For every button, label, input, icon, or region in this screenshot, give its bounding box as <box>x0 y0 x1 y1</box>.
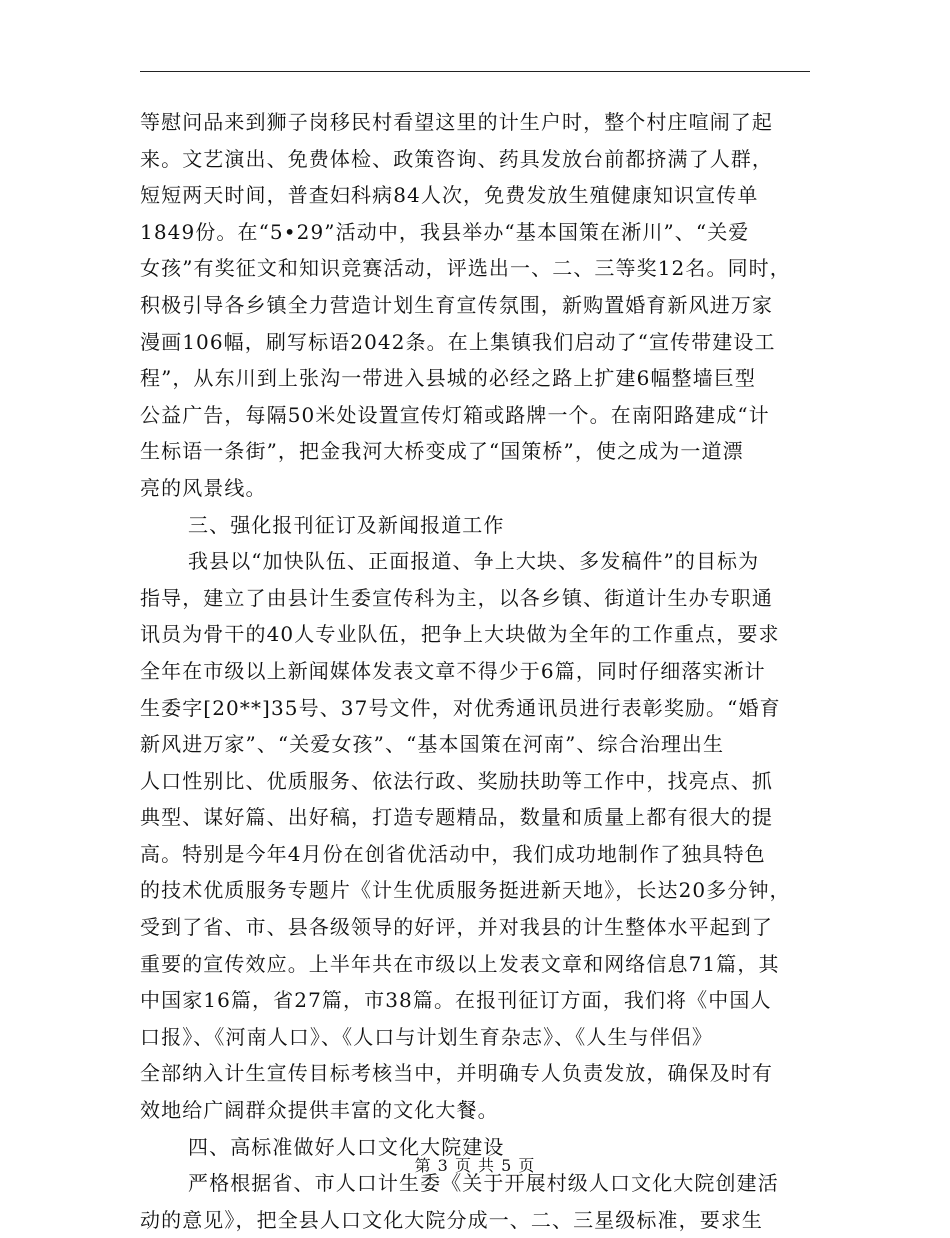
text-line: 新风进万家”、“关爱女孩”、“基本国策在河南”、综合治理出生 <box>140 732 725 757</box>
text-line: 受到了省、市、县各级领导的好评，并对我县的计生整体水平起到了 <box>140 915 773 940</box>
text-line: 积极引导各乡镇全力营造计划生育宣传氛围，新购置婚育新风进万家 <box>140 292 773 317</box>
text-line: 程”，从东川到上张沟一带进入县城的必经之路上扩建6幅整墙巨型 <box>140 366 756 391</box>
document-body <box>140 104 820 1238</box>
text-line: 四、高标准做好人口文化大院建设 <box>188 1134 505 1159</box>
text-line: 典型、谋好篇、出好稿，打造专题精品，数量和质量上都有很大的提 <box>140 805 773 830</box>
text-line: 我县以“加快队伍、正面报道、争上大块、多发稿件”的目标为 <box>188 549 760 574</box>
text-line: 亮的风景线。 <box>140 475 267 500</box>
text-line: 效地给广阔群众提供丰富的文化大餐。 <box>140 1098 499 1123</box>
text-line: 重要的宣传效应。上半年共在市级以上发表文章和网络信息71篇，其 <box>140 951 780 976</box>
text-line: 全年在市级以上新闻媒体发表文章不得少于6篇，同时仔细落实淅计 <box>140 658 766 683</box>
text-line: 来。文艺演出、免费体检、政策咨询、药具发放台前都挤满了人群， <box>140 146 773 171</box>
text-line: 口报》、《河南人口》、《人口与计划生育杂志》、《人生与伴侣》 <box>140 1024 713 1049</box>
text-line: 三、强化报刊征订及新闻报道工作 <box>188 512 505 537</box>
text-line: 高。特别是今年4月份在创省优活动中，我们成功地制作了独具特色 <box>140 841 766 866</box>
text-line: 公益广告，每隔50米处设置宣传灯箱或路牌一个。在南阳路建成“计 <box>140 402 770 427</box>
text-line: 生委字[20**]35号、37号文件，对优秀通讯员进行表彰奖励。“婚育 <box>140 695 781 720</box>
text-line: 中国家16篇，省27篇，市38篇。在报刊征订方面，我们将《中国人 <box>140 988 772 1013</box>
text-line: 动的意见》，把全县人口文化大院分成一、二、三星级标准，要求生 <box>140 1207 763 1232</box>
page-footer: 第 3 页 共 5 页 <box>414 1156 536 1175</box>
text-line: 生标语一条街”，把金我河大桥变成了“国策桥”，使之成为一道漂 <box>140 439 744 464</box>
text-line: 女孩”有奖征文和知识竞赛活动，评选出一、二、三等奖12名。同时， <box>140 256 791 281</box>
text-line: 严格根据省、市人口计生委《关于开展村级人口文化大院创建活 <box>188 1171 779 1196</box>
text-line: 的技术优质服务专题片《计生优质服务挺进新天地》，长达20多分钟， <box>140 878 791 903</box>
text-line: 指导，建立了由县计生委宣传科为主，以各乡镇、街道计生办专职通 <box>140 585 773 610</box>
text-line: 全部纳入计生宣传目标考核当中，并明确专人负责发放，确保及时有 <box>140 1061 773 1086</box>
text-line: 等慰问品来到狮子岗移民村看望这里的计生户时，整个村庄喧闹了起 <box>140 110 773 134</box>
text-line: 1849份。在“5•29”活动中，我县举办“基本国策在淅川”、“关爱 <box>140 219 750 244</box>
text-line: 人口性别比、优质服务、依法行政、奖励扶助等工作中，找亮点、抓 <box>140 768 773 793</box>
header-rule <box>140 71 810 72</box>
text-line: 短短两天时间，普查妇科病84人次，免费发放生殖健康知识宣传单 <box>140 183 759 208</box>
text-line: 讯员为骨干的40人专业队伍，把争上大块做为全年的工作重点，要求 <box>140 622 780 647</box>
text-line: 漫画106幅，刷写标语2042条。在上集镇我们启动了“宣传带建设工 <box>140 329 776 354</box>
